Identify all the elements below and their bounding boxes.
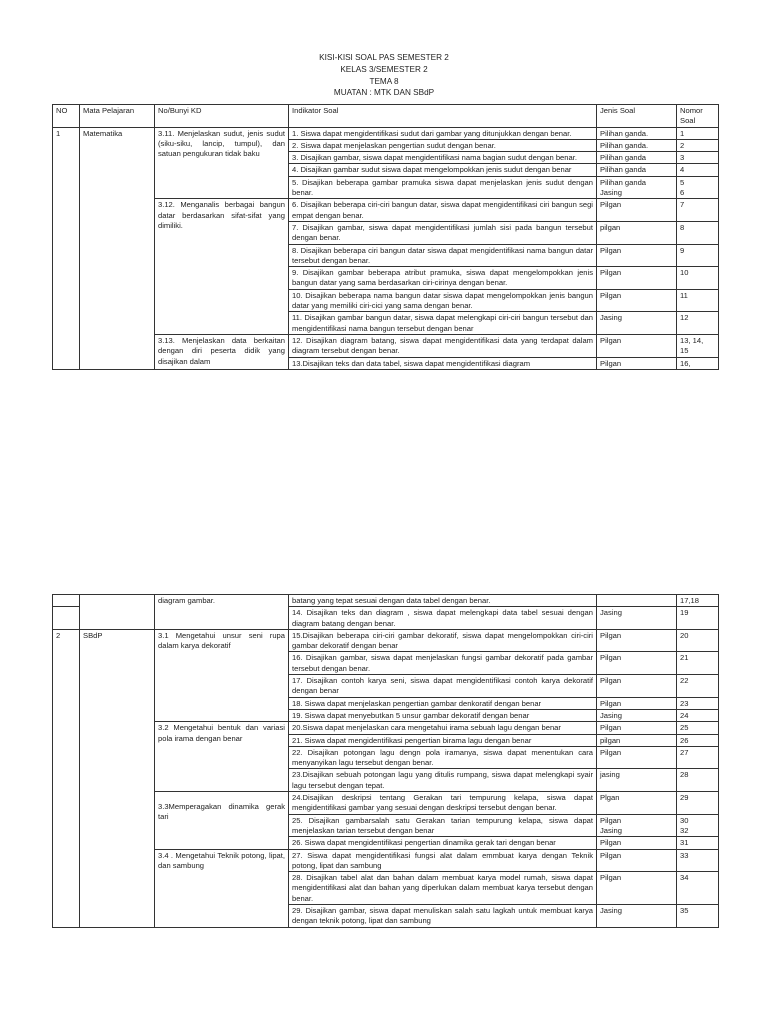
question-number: 22 — [677, 675, 719, 698]
row-no — [53, 595, 80, 607]
question-number: 27 — [677, 746, 719, 769]
question-type: Pilgan — [597, 697, 677, 709]
question-number: 1 — [677, 127, 719, 139]
question-type: Pilgan — [597, 629, 677, 652]
indicator: batang yang tepat sesuai dengan data tabel dengan benar. — [289, 595, 597, 607]
question-type: Pilgan — [597, 199, 677, 222]
question-number: 7 — [677, 199, 719, 222]
indicator: 18. Siswa dapat menjelaskan pengertian gambar denkoratif dengan benar — [289, 697, 597, 709]
question-type: Pilihan ganda. — [597, 139, 677, 151]
question-number: 2 — [677, 139, 719, 151]
indicator: 10. Disajikan beberapa nama bangun datar siswa dapat mengelompokkan jenis bangun datar yang memiliki ciri-cici yang sama dengan benar. — [289, 289, 597, 312]
question-type: Pilihan ganda — [597, 164, 677, 176]
question-type: Pilihan ganda — [597, 152, 677, 164]
kd-text: 3.13. Menjelaskan data berkaitan dengan diri peserta didik yang disajikan dalam — [155, 334, 289, 369]
indicator: 20.Siswa dapat menjelaskan cara mengetahui irama sebuah lagu dengan benar — [289, 722, 597, 734]
page-break-gap — [0, 494, 768, 590]
indicator: 29. Disajikan gambar, siswa dapat menuliskan salah satu lagkah untuk membuat karya dengan teknik potong, lipat dan sambung — [289, 905, 597, 928]
col-indicator: Indikator Soal — [289, 105, 597, 128]
kd-text: 3.3Memperagakan dinamika gerak tari — [155, 792, 289, 849]
indicator: 6. Disajikan beberapa ciri-ciri bangun datar, siswa dapat mengidentifikasi ciri bangun segi empat dengan benar. — [289, 199, 597, 222]
question-type: Pilgan — [597, 675, 677, 698]
kd-text: 3.1 Mengetahui unsur seni rupa dalam karya dekoratif — [155, 629, 289, 721]
question-type: Plgan — [597, 792, 677, 815]
question-number: 10 — [677, 267, 719, 290]
indicator: 13.Disajikan teks dan data tabel, siswa dapat mengidentifikasi diagram — [289, 357, 597, 369]
question-number: 23 — [677, 697, 719, 709]
question-type: jasing — [597, 769, 677, 792]
indicator: 22. Disajikan potongan lagu dengn pola iramanya, siswa dapat menentukan cara menyanyikan lagu tersebut dengan benar. — [289, 746, 597, 769]
kd-text: 3.2 Mengetahui bentuk dan variasi pola irama dengan benar — [155, 722, 289, 792]
question-number: 33 — [677, 849, 719, 872]
question-number: 17,18 — [677, 595, 719, 607]
question-number: 5 6 — [677, 176, 719, 199]
question-number: 31 — [677, 837, 719, 849]
col-no: NO — [53, 105, 80, 128]
indicator: 4. Disajikan gambar sudut siswa dapat mengelompokkan jenis sudut dengan benar — [289, 164, 597, 176]
question-type: Jasing — [597, 905, 677, 928]
question-type: Pilgan — [597, 837, 677, 849]
question-number: 30 32 — [677, 814, 719, 837]
question-type: Pilgan — [597, 872, 677, 905]
question-number: 25 — [677, 722, 719, 734]
kd-text: 3.4 . Mengetahui Teknik potong, lipat, dan sambung — [155, 849, 289, 927]
question-number: 35 — [677, 905, 719, 928]
indicator: 25. Disajikan gambarsalah satu Gerakan tarian tempurung kelapa, siswa dapat menjelaskan tarian tersebut dengan benar — [289, 814, 597, 837]
kisi-kisi-table-page-1 — [52, 104, 719, 370]
table-header-row — [53, 105, 719, 128]
kisi-kisi-table-page-2 — [52, 594, 719, 928]
question-number: 8 — [677, 221, 719, 244]
kd-text: 3.12. Menganalis berbagai bangun datar berdasarkan sifat-sifat yang dimiliki. — [155, 199, 289, 335]
question-number: 28 — [677, 769, 719, 792]
question-type: Pilgan — [597, 357, 677, 369]
question-type: Pilgan — [597, 334, 677, 357]
question-type: Jasing — [597, 312, 677, 335]
doc-theme: TEMA 8 — [369, 76, 399, 86]
question-number: 21 — [677, 652, 719, 675]
question-number: 20 — [677, 629, 719, 652]
question-type: Jasing — [597, 607, 677, 630]
row-subject: Matematika — [80, 127, 155, 369]
question-type: pilgan — [597, 734, 677, 746]
question-type — [597, 595, 677, 607]
indicator: 26. Siswa dapat mengidentifikasi pengertian dinamika gerak tari dengan benar — [289, 837, 597, 849]
indicator: 8. Disajikan beberapa ciri bangun datar siswa dapat mengidentifikasi nama bangun datar tersebut dengan benar. — [289, 244, 597, 267]
question-number: 29 — [677, 792, 719, 815]
indicator: 23.Disajikan sebuah potongan lagu yang ditulis rumpang, siswa dapat melengkapi syair lagu tersebut dengan tepat. — [289, 769, 597, 792]
question-type: pilgan — [597, 221, 677, 244]
question-number: 9 — [677, 244, 719, 267]
indicator: 14. Disajikan teks dan diagram , siswa dapat melengkapi data tabel sesuai dengan diagram batang dengan benar. — [289, 607, 597, 630]
document-header — [0, 52, 768, 99]
row-no: 1 — [53, 127, 80, 369]
question-number: 16, — [677, 357, 719, 369]
indicator: 17. Disajikan contoh karya seni, siswa dapat mengidentifikasi contoh karya dekoratif dengan benar — [289, 675, 597, 698]
col-type: Jenis Soal — [597, 105, 677, 128]
row-subject: SBdP — [80, 629, 155, 927]
question-type: Pilgan — [597, 722, 677, 734]
indicator: 9. Disajikan gambar beberapa atribut pramuka, siswa dapat mengelompokkan jenis bangun datar yang sama berdasarkan ciri-cirinya dengan benar. — [289, 267, 597, 290]
doc-class: KELAS 3/SEMESTER 2 — [340, 64, 428, 74]
question-number: 24 — [677, 709, 719, 721]
question-type: Pilgan — [597, 746, 677, 769]
indicator: 1. Siswa dapat mengidentifikasi sudut dari gambar yang ditunjukkan dengan benar. — [289, 127, 597, 139]
question-number: 19 — [677, 607, 719, 630]
indicator: 2. Siswa dapat menjelaskan pengertian sudut dengan benar. — [289, 139, 597, 151]
question-number: 26 — [677, 734, 719, 746]
indicator: 19. Siswa dapat menyebutkan 5 unsur gambar dekoratif dengan benar — [289, 709, 597, 721]
indicator: 24.Disajikan deskripsi tentang Gerakan tari tempurung kelapa, siswa dapat mengidentifikasi gambar yang sesuai dengan deskripsi tersebut dengan benar. — [289, 792, 597, 815]
indicator: 28. Disajikan tabel alat dan bahan dalam membuat karya model rumah, siswa dapat mengidentifikasi alat dan bahan yang diperlukan dalam membuat karya tersebut dengan benar. — [289, 872, 597, 905]
indicator: 3. Disajikan gambar, siswa dapat mengidentifikasi nama bagian sudut dengan benar. — [289, 152, 597, 164]
row-no: 2 — [53, 629, 80, 927]
question-type: Jasing — [597, 709, 677, 721]
question-type: Pilihan ganda Jasing — [597, 176, 677, 199]
indicator: 5. Disajikan beberapa gambar pramuka siswa dapat menjelaskan jenis sudut dengan benar. — [289, 176, 597, 199]
question-type: Pilgan — [597, 849, 677, 872]
table-row — [53, 629, 719, 652]
doc-subjects: MUATAN : MTK DAN SBdP — [333, 88, 435, 98]
question-type: Pilgan — [597, 289, 677, 312]
table-row — [53, 595, 719, 607]
doc-title: KISI-KISI SOAL PAS SEMESTER 2 — [319, 53, 449, 62]
question-number: 34 — [677, 872, 719, 905]
row-no — [53, 607, 80, 630]
question-number: 3 — [677, 152, 719, 164]
question-type: Pilgan — [597, 267, 677, 290]
question-number: 12 — [677, 312, 719, 335]
kd-text: diagram gambar. — [155, 595, 289, 630]
kd-text: 3.11. Menjelaskan sudut, jenis sudut (siku-siku, lancip, tumpul), dan satuan pengukuran tidak baku — [155, 127, 289, 199]
row-subject — [80, 595, 155, 630]
col-subject: Mata Pelajaran — [80, 105, 155, 128]
question-type: Pilgan — [597, 652, 677, 675]
indicator: 16. Disajikan gambar, siswa dapat menjelaskan fungsi gambar dekoratif pada gambar tersebut dengan benar. — [289, 652, 597, 675]
col-kd: No/Bunyi KD — [155, 105, 289, 128]
question-type: Pilgan — [597, 244, 677, 267]
indicator: 12. Disajikan diagram batang, siswa dapat mengidentifikasi data yang terdapat dalam diagram tersebut dengan benar. — [289, 334, 597, 357]
question-number: 13, 14, 15 — [677, 334, 719, 357]
question-type: Pilihan ganda. — [597, 127, 677, 139]
question-type: Pilgan Jasing — [597, 814, 677, 837]
indicator: 15.Disajikan beberapa ciri-ciri gambar dekoratif, siswa dapat mengelompokkan ciri-ciri gambar dekoratif dengan benar — [289, 629, 597, 652]
indicator: 11. Disajikan gambar bangun datar, siswa dapat melengkapi ciri-ciri bangun tersebut dan mengidentifikasi nama bangun tersebut dengan benar — [289, 312, 597, 335]
question-number: 11 — [677, 289, 719, 312]
indicator: 21. Siswa dapat mengidentifikasi pengertian birama lagu dengan benar — [289, 734, 597, 746]
indicator: 7. Disajikan gambar, siswa dapat mengidentifikasi jumlah sisi pada bangun tersebut dengan benar. — [289, 221, 597, 244]
indicator: 27. Siswa dapat mengidentifikasi fungsi alat dalam emmbuat karya dengan Teknik potong, lipat dan sambung — [289, 849, 597, 872]
col-number: Nomor Soal — [677, 105, 719, 128]
question-number: 4 — [677, 164, 719, 176]
table-row — [53, 127, 719, 139]
